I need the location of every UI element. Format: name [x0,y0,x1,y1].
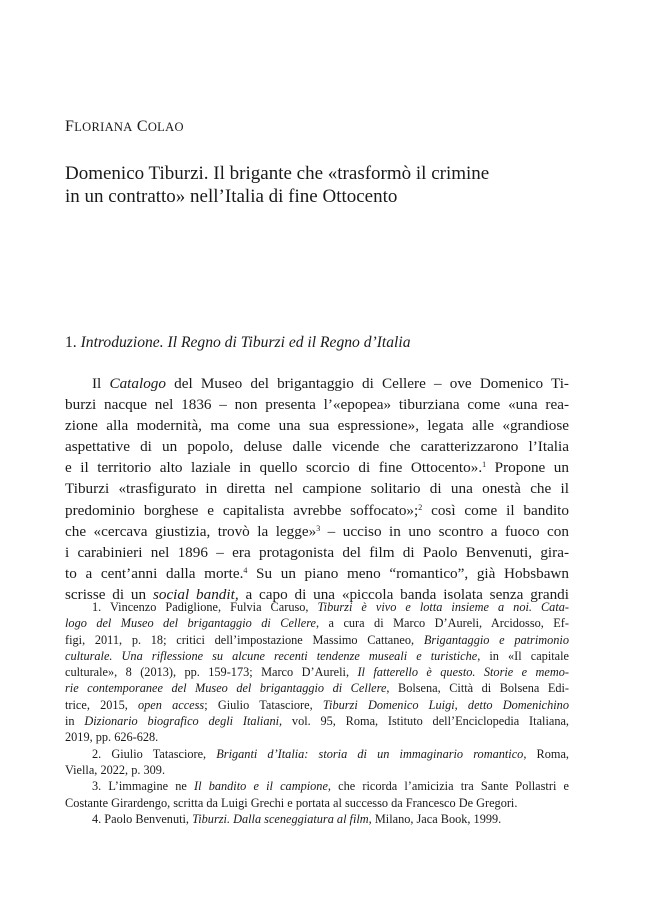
text-line: predominio borghese e capitalista avrebbe soffocato»;$^2$ così come il bandito [65,501,569,519]
text-line: aspettative di un popolo, deluse dalle vicende che caratterizzarono l’Italia [65,438,569,456]
title-line: in un contratto» nell’Italia di fine Ottocento [65,186,398,207]
author-first-rest: LORIANA [74,120,133,134]
footnote-ref[interactable]: 2 [418,502,423,512]
text-line: i carabinieri nel 1896 – era protagonista del film di Paolo Benvenuti, gira- [65,543,569,561]
text-line: zione alla modernità, ma come una sua espressione», legata alle «grandiose [65,417,569,435]
footnote-line: 4. Paolo Benvenuti, Tiburzi. Dalla sceneggiatura al film, Milano, Jaca Book, 1999. [92,811,502,826]
footnote-line: in Dizionario biografico degli Italiani, vol. 95, Roma, Istituto dell’Enciclopedia Italiana, [65,714,569,729]
footnote-line: 1. Vincenzo Padiglione, Fulvia Caruso, Tiburzi è vivo e lotta insieme a noi. Cata- [92,600,569,614]
text-line: to a cent’anni dalla morte.$^4$ Su un piano meno “romantico”, già Hobsbawn [65,564,569,582]
footnote-line: logo del Museo del brigantaggio di Cellere, a cura di Marco D’Aureli, Arcidosso, Ef- [65,616,569,631]
footnote-line: figi, 2011, p. 18; critici dell’impostazione Massimo Cattaneo, Brigantaggio e patrimonio [65,632,569,647]
footnote-line: culturale», 8 (2013), pp. 159-173; Marco D’Aureli, Il fatterello è questo. Storie e memo- [65,665,569,680]
text-line: Il Catalogo del Museo del brigantaggio di Cellere – ove Domenico Ti- [92,375,569,392]
author-first-initial: F [65,118,75,135]
body-text [65,373,569,605]
text-line: scrisse di un social bandit, a capo di una «piccola banda isolata senza grandi [65,585,569,603]
title-line: Domenico Tiburzi. Il brigante che «trasformò il crimine [65,163,490,184]
footnote-line: trice, 2015, open access; Giulio Tatasciore, Tiburzi Domenico Luigi, detto Domenichino [65,697,569,712]
section-title: Introduzione. Il Regno di Tiburzi ed il Regno d’Italia [80,334,411,351]
footnotes [65,599,569,827]
section-heading [65,334,411,352]
text-line: e il territorio alto laziale in quello scorcio di fine Ottocento».$^1$ Propone un [65,459,569,477]
footnote-line: 2019, pp. 626-628. [65,730,159,745]
section-number: 1. [65,334,77,351]
author-last-initial: C [136,118,148,135]
text-line: Tiburzi «trasfigurato in diretta nel campione solitario di una onestà che il [65,480,569,498]
footnote-line: Costante Girardengo, scritta da Luigi Grechi e portata al successo da Francesco De Gregori. [65,795,518,810]
footnote-line: rie contemporanee del Museo del brigantaggio di Cellere, Bolsena, Città di Bolsena Edi- [65,681,569,696]
footnote-ref[interactable]: 4 [243,565,248,575]
footnote-line: culturale. Una riflessione su alcune recenti tendenze museali e turistiche, in «Il capitale [65,648,569,663]
footnote-line: 2. Giulio Tatasciore, Briganti d’Italia: storia di un immaginario romantico, Roma, [92,746,569,761]
author-name [65,118,184,136]
footnote-ref[interactable]: 3 [316,523,321,533]
text-line: che «cercava giustizia, trovò la legge»$^3$ – ucciso in uno scontro a fuoco con [65,522,569,540]
author-last-rest: OLAO [147,120,184,134]
text-line: burzi nacque nel 1836 – non presenta l’«epopea» tiburziana come «una rea- [65,396,569,414]
footnote-line: 3. L’immagine ne Il bandito e il campione, che ricorda l’amicizia tra Sante Pollastri e [92,779,569,794]
footnote-ref[interactable]: 1 [482,460,487,470]
footnote-line: Viella, 2022, p. 309. [65,762,166,777]
article-title [65,162,585,208]
